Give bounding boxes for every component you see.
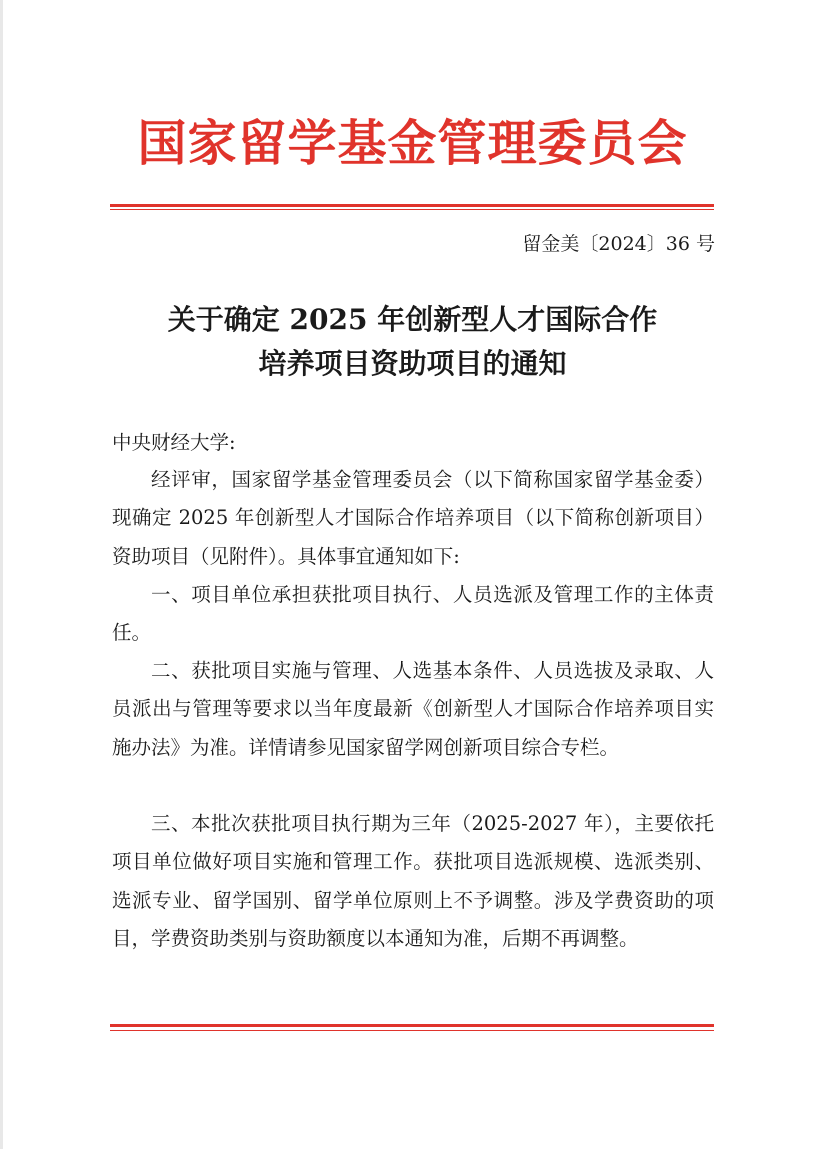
- paragraph-item-2: 二、获批项目实施与管理、人选基本条件、人员选拔及录取、人员派出与管理等要求以当年度最新《创新型人才国际合作培养项目实施办法》为准。详情请参见国家留学网创新项目综合专栏。: [112, 659, 714, 759]
- addressee: 中央财经大学:: [112, 431, 236, 454]
- letterhead-rule-thick: [110, 204, 714, 207]
- document-title-line-1: 关于确定 2025 年创新型人才国际合作: [167, 303, 658, 336]
- paragraph-intro: 经评审，国家留学基金管理委员会（以下简称国家留学基金委）现确定 2025 年创新型人才国际合作培养项目（以下简称创新项目）资助项目（见附件）。具体事宜通知如下:: [112, 468, 714, 568]
- letterhead-rule-thin: [110, 209, 714, 210]
- footer-rule-thin: [110, 1030, 714, 1031]
- paragraph-item-3: 三、本批次获批项目执行期为三年（2025-2027 年），主要依托项目单位做好项目实施和管理工作。获批项目选派规模、选派类别、选派专业、留学国别、留学单位原则上不予调整。涉及学费资助的项目，学费资助类别与资助额度以本通知为准，后期不再调整。: [112, 812, 714, 950]
- document-title-line-2: 培养项目资助项目的通知: [258, 347, 567, 380]
- document-number: 留金美〔2024〕36 号: [522, 233, 715, 255]
- organization-letterhead: 国家留学基金管理委员会: [137, 114, 688, 172]
- footer-rule-thick: [110, 1024, 714, 1027]
- paragraph-item-1: 一、项目单位承担获批项目执行、人员选派及管理工作的主体责任。: [112, 583, 714, 645]
